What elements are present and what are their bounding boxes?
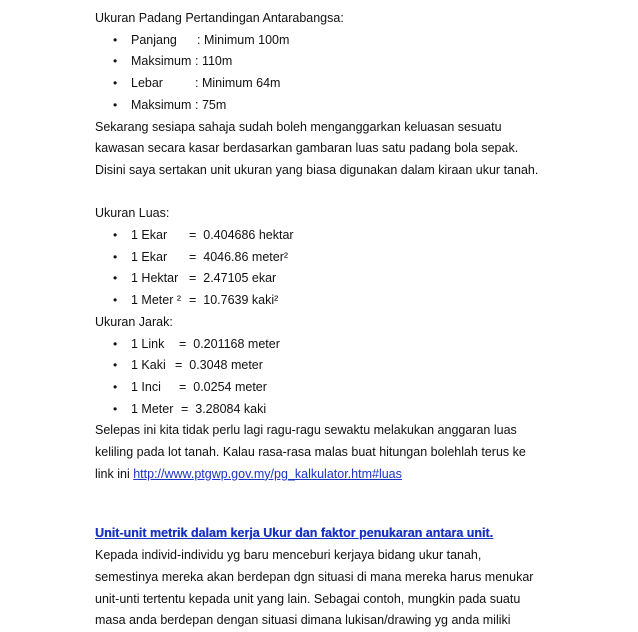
item-key: 1 Hektar	[131, 271, 179, 286]
list-item	[95, 73, 615, 95]
paragraph-line: kawasan secara kasar berdasarkan gambaran luas satu padang bola sepak.	[95, 141, 519, 156]
paragraph-line: Disini saya sertakan unit ukuran yang biasa digunakan dalam kiraan ukur tanah.	[95, 162, 539, 177]
bullet-icon: •	[113, 32, 118, 47]
jarak-list	[95, 334, 615, 421]
list-item	[95, 95, 615, 117]
item-value: : Minimum 64m	[195, 76, 281, 91]
item-key: 1 Meter	[131, 401, 174, 416]
list-item	[95, 290, 615, 312]
list-item	[95, 334, 615, 356]
item-key: Maksimum	[131, 54, 192, 69]
paragraph-line-link	[95, 464, 615, 486]
item-value: = 0.0254 meter	[179, 379, 267, 394]
blank-line	[95, 182, 615, 204]
item-value: = 10.7639 kaki²	[189, 293, 279, 308]
bullet-icon: •	[113, 97, 118, 112]
padang-list	[95, 30, 615, 117]
list-item	[95, 399, 615, 421]
list-item	[95, 225, 615, 247]
document-page	[95, 8, 615, 632]
item-key: 1 Ekar	[131, 228, 168, 243]
paragraph-line: Selepas ini kita tidak perlu lagi ragu-ragu sewaktu melakukan anggaran luas	[95, 423, 517, 438]
item-value: = 2.47105 ekar	[189, 271, 277, 286]
bullet-icon: •	[113, 358, 118, 373]
item-value: : 75m	[195, 97, 227, 112]
item-key: Maksimum	[131, 97, 192, 112]
section-title-jarak: Ukuran Jarak:	[95, 314, 173, 329]
list-item	[95, 355, 615, 377]
list-item	[95, 377, 615, 399]
paragraph-line: unit-unti tertentu kepada unit yang lain. Sebagai contoh, mungkin pada suatu	[95, 591, 521, 606]
item-key: 1 Ekar	[131, 249, 168, 264]
bullet-icon: •	[113, 228, 118, 243]
item-key: 1 Inci	[131, 379, 161, 394]
list-item	[95, 247, 615, 269]
item-value: = 3.28084 kaki	[181, 401, 267, 416]
item-key: Lebar	[131, 76, 163, 91]
list-item	[95, 268, 615, 290]
list-item	[95, 51, 615, 73]
bullet-icon: •	[113, 54, 118, 69]
bullet-icon: •	[113, 249, 118, 264]
section-spacer	[95, 485, 615, 523]
item-value: = 4046.86 meter²	[189, 249, 289, 264]
link-prefix: link ini	[95, 466, 134, 481]
bullet-icon: •	[113, 401, 118, 416]
list-item	[95, 30, 615, 52]
paragraph-line: masa anda berdepan dengan situasi dimana lukisan/drawing yg anda miliki	[95, 613, 511, 628]
luas-list	[95, 225, 615, 312]
item-key: 1 Link	[131, 336, 165, 351]
bullet-icon: •	[113, 76, 118, 91]
item-value: = 0.404686 hektar	[189, 228, 294, 243]
section-title-padang: Ukuran Padang Pertandingan Antarabangsa:	[95, 11, 344, 25]
paragraph-line: Sekarang sesiapa sahaja sudah boleh menganggarkan keluasan sesuatu	[95, 119, 502, 134]
item-value: = 0.201168 meter	[179, 336, 280, 351]
bullet-icon: •	[113, 379, 118, 394]
item-value: : 110m	[195, 54, 233, 69]
paragraph-line: Kepada individ-individu yg baru menceburi kerjaya bidang ukur tanah,	[95, 548, 482, 563]
bullet-icon: •	[113, 293, 118, 308]
item-key: Panjang	[131, 32, 177, 47]
paragraph-line: keliling pada lot tanah. Kalau rasa-rasa malas buat hitungan bolehlah terus ke	[95, 445, 526, 460]
kalkulator-link[interactable]: http://www.ptgwp.gov.my/pg_kalkulator.htm#luas	[133, 466, 402, 481]
item-key: 1 Kaki	[131, 358, 166, 373]
item-value: = 0.3048 meter	[175, 358, 263, 373]
item-key: 1 Meter ²	[131, 293, 182, 308]
paragraph-line: semestinya mereka akan berdepan dgn situasi di mana mereka harus menukar	[95, 569, 534, 584]
item-value: : Minimum 100m	[197, 32, 290, 47]
bullet-icon: •	[113, 271, 118, 286]
section-title-luas: Ukuran Luas:	[95, 206, 170, 221]
bullet-icon: •	[113, 336, 118, 351]
section-heading: Unit-unit metrik dalam kerja Ukur dan faktor penukaran antara unit.	[95, 526, 494, 541]
